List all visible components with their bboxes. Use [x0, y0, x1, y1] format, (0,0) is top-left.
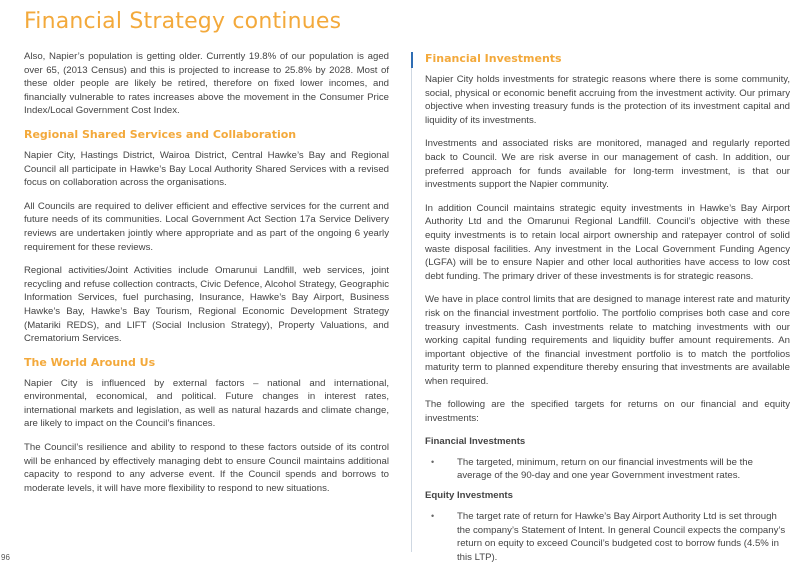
investments-paragraph-4: We have in place control limits that are designed to manage interest rate and maturity risk on the financial investment portfolio. The portfolio comprises both case and core treasury investments. Cash investments relate to matching investments with our working capital funding requirements and liquidity buffer amount requirements. An important objective of the financial investment portfolio is to match the portfolios maturity term to planned expenditure thereby ensuring that investments are available when required. — [425, 294, 790, 387]
equity-investments-subheading: Equity Investments — [425, 490, 513, 502]
world-paragraph-1: Napier City is influenced by external factors – national and international, environmental, economical, and political. Future changes in interest rates, international markets and legislation, as well as natural hazards and climate change, are likely to impact on the Council’s finances. — [24, 377, 389, 430]
list-item — [425, 510, 790, 564]
equity-target-text: The target rate of return for Hawke’s Bay Airport Authority Ltd is set through the company’s Statement of Intent. In general Council expects the company’s return on equity to exceed Council’s budgeted cost to borrow funds (4.5% in this LTP). — [457, 511, 786, 563]
intro-paragraph: Also, Napier’s population is getting older. Currently 19.8% of our population is aged over 65, (2013 Census) and this is projected to increase to 25.8% by 2028. Most of these older people are likely be retired, therefore on fixed lower incomes, and financially vulnerable to rates increases above the movement in the Consumer Price Index/Local Government Cost Index. — [24, 51, 389, 117]
right-column — [425, 50, 790, 572]
financial-investments-heading: Financial Investments — [425, 52, 562, 65]
column-divider — [411, 52, 412, 552]
bullet-icon: • — [431, 456, 435, 467]
section-accent-bar — [411, 52, 413, 68]
financial-investments-list — [425, 456, 790, 483]
investments-paragraph-3: In addition Council maintains strategic equity investments in Hawke’s Bay Airport Authority Ltd and the Omarunui Regional Landfill. Council’s objective with these equity investments is to retain local airport ownership and ratepayer control of solid waste disposal facilities. Any investment in the Local Government Funding Agency (LGFA) will be to ensure Napier and other local authorities have access to low cost debt funding. The primary driver of these investments is for strategic reasons. — [425, 202, 790, 282]
investments-paragraph-1: Napier City holds investments for strategic reasons where there is some community, social, physical or economic benefit accruing from the investment activity. Our primary objective when investing treasury funds is the protection of its investment capital and liquidity of its investments. — [425, 74, 790, 126]
equity-investments-list — [425, 510, 790, 564]
investments-paragraph-5: The following are the specified targets for returns on our financial and equity investments: — [425, 399, 790, 425]
list-item — [425, 456, 790, 483]
page-number: 96 — [1, 553, 10, 562]
bullet-icon: • — [431, 511, 435, 522]
world-paragraph-2: The Council’s resilience and ability to respond to these factors outside of its control will be enhanced by effectively managing debt to ensure Council maintains additional capacity to respond to any adverse event. If the Council spends and borrows to moderate levels, it will have more flexibility to respond to new situations. — [24, 442, 389, 494]
regional-paragraph-3: Regional activities/Joint Activities include Omarunui Landfill, web services, joint recycling and refuse collection contracts, Civic Defence, Alcohol Strategy, Geographic Information Services, fuel purchasing, Insurance, Hawke’s Bay Airport, Business Hawke’s Bay, Hawke’s Bay Tourism, Regional Economic Development Strategy (Matariki REDS), and LIFT (Social Inclusion Strategy), Property Valuations, and Crematorium Services. — [24, 265, 389, 345]
financial-target-text: The targeted, minimum, return on our financial investments will be the average of the 90-day and one year Government investment rates. — [457, 456, 753, 482]
financial-investments-subheading: Financial Investments — [425, 435, 526, 447]
regional-paragraph-2: All Councils are required to deliver efficient and effective services for the current and future needs of its communities. Local Government Act Section 17a Service Delivery reviews are undertaken jointly where appropriate and as part of the ongoing 6 yearly requirement for these reviews. — [24, 200, 389, 253]
regional-heading: Regional Shared Services and Collaboration — [24, 127, 297, 141]
regional-paragraph-1: Napier City, Hastings District, Wairoa District, Central Hawke’s Bay and Regional Council all participate in Hawke’s Bay Local Authority Shared Services with a revised focus on collaboration across the organisations. — [24, 149, 389, 189]
page-title: Financial Strategy continues — [24, 9, 342, 34]
investments-paragraph-2: Investments and associated risks are monitored, managed and regularly reported back to Council. We are risk averse in our management of cash. In addition, our preferred approach for funds available for long-term investment, is that our investments support the Napier community. — [425, 138, 790, 191]
world-heading: The World Around Us — [24, 355, 156, 369]
left-column — [24, 50, 389, 505]
